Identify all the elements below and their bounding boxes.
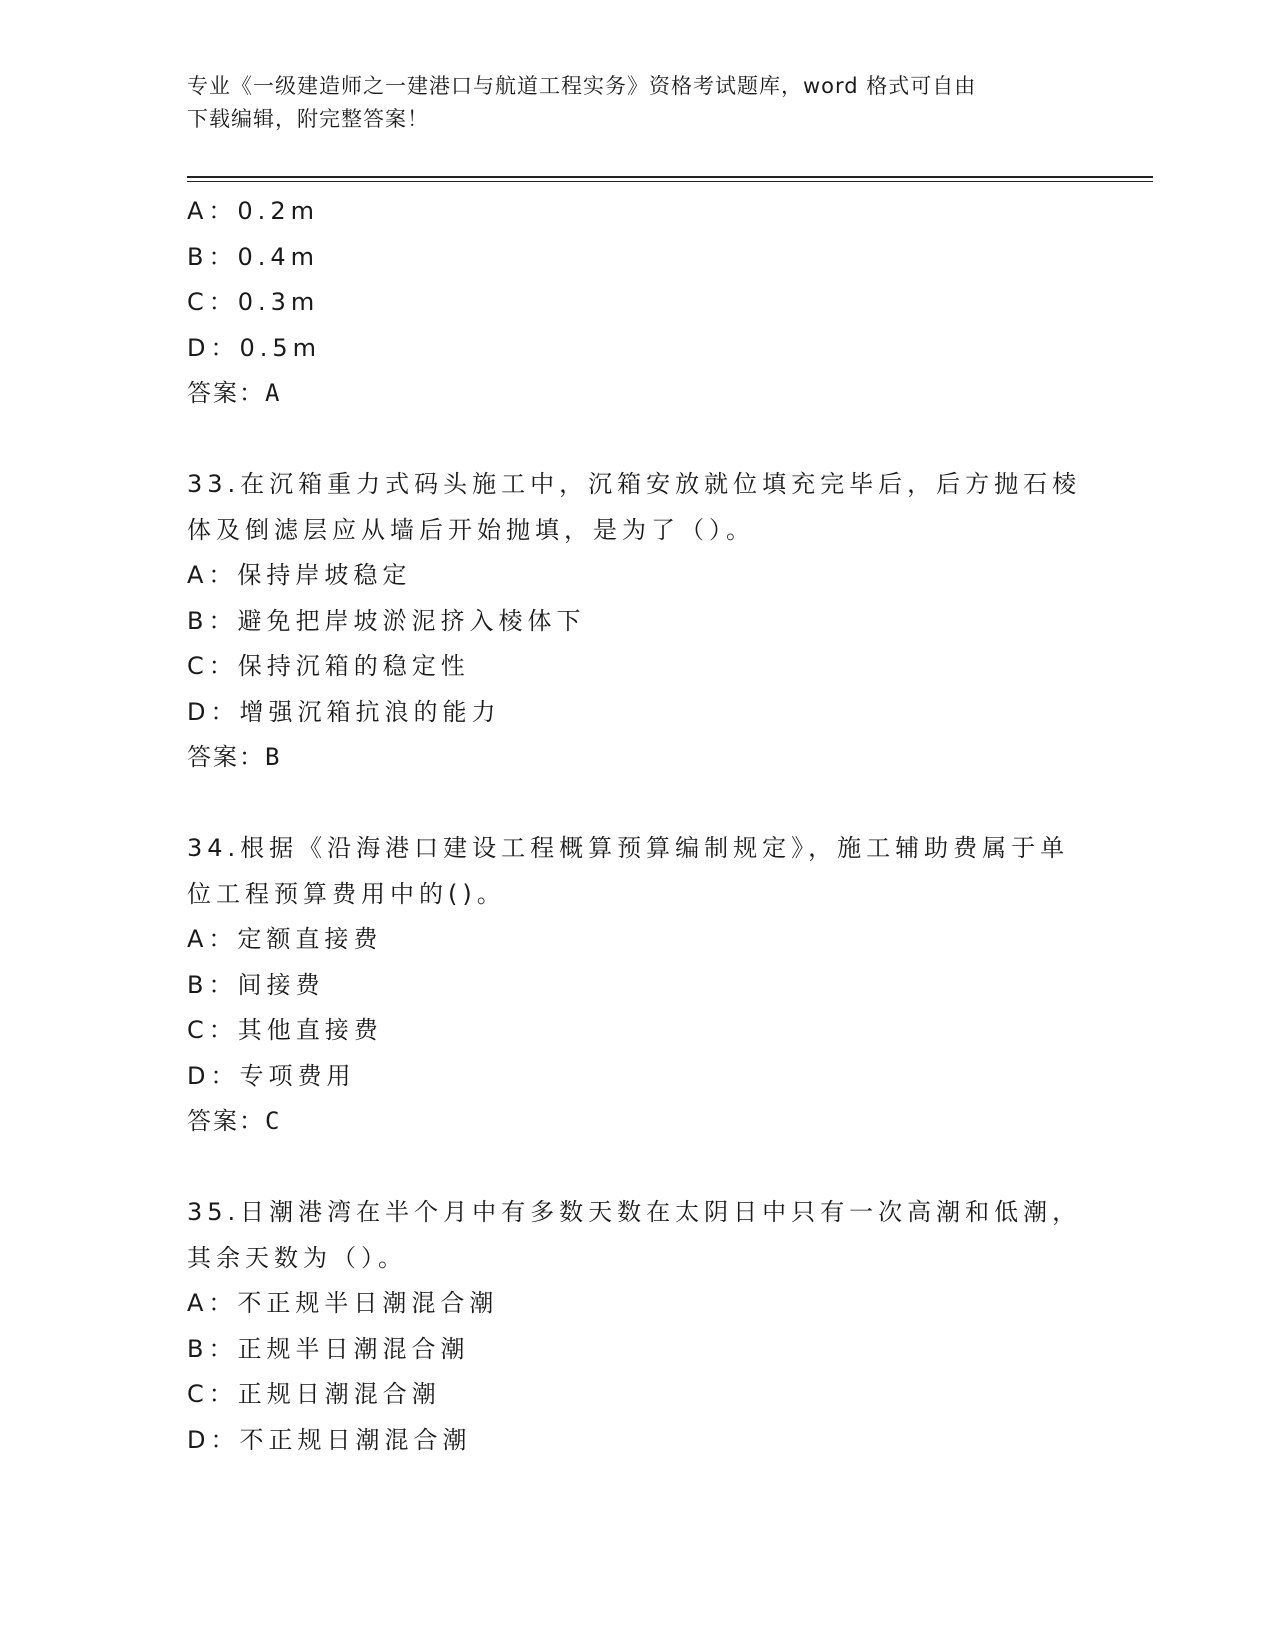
option-b: B：0.4m: [187, 242, 320, 271]
answer: 答案：A: [187, 379, 282, 407]
question-stem-line-1: 34.根据《沿海港口建设工程概算预算编制规定》，施工辅助费属于单: [187, 834, 1070, 862]
option-a: A：0.2m: [187, 197, 319, 225]
question-33: [187, 462, 1082, 781]
document-header: [187, 70, 1067, 136]
header-line-2: 下载编辑，附完整答案！: [187, 107, 429, 131]
spacer: [187, 781, 1067, 827]
header-line-1: 专业《一级建造师之一建港口与航道工程实务》资格考试题库，word 格式可自由: [187, 74, 977, 98]
question-stem-line-1: 33.在沉箱重力式码头施工中，沉箱安放就位填充完毕后，后方抛石棱: [187, 470, 1082, 498]
answer: 答案：C: [187, 1107, 282, 1135]
question-32: [187, 189, 1067, 417]
option-d: D：0.5m: [187, 333, 322, 362]
question-stem-line-2: 其余天数为（）。: [187, 1243, 407, 1272]
spacer: [187, 417, 1067, 463]
header-divider-thin: [187, 181, 1153, 182]
option-c: C：0.3m: [187, 288, 320, 316]
option-d: D：增强沉箱抗浪的能力: [187, 697, 501, 726]
option-c: C：正规日潮混合潮: [187, 1380, 441, 1408]
header-divider-thick: [187, 176, 1153, 178]
option-d: D：不正规日潮混合潮: [187, 1425, 472, 1454]
question-stem-line-2: 体及倒滤层应从墙后开始抛填，是为了（）。: [187, 515, 755, 544]
option-a: A：不正规半日潮混合潮: [187, 1289, 499, 1317]
option-a: A：定额直接费: [187, 925, 383, 953]
spacer: [187, 1145, 1067, 1191]
option-d: D：专项费用: [187, 1061, 356, 1090]
answer: 答案：B: [187, 743, 282, 771]
question-stem-line-1: 35.日潮港湾在半个月中有多数天数在太阴日中只有一次高潮和低潮，: [187, 1198, 1082, 1226]
question-list: [187, 189, 1082, 1463]
option-b: B：避免把岸坡淤泥挤入棱体下: [187, 606, 586, 635]
question-35: [187, 1190, 1082, 1463]
option-c: C：其他直接费: [187, 1016, 383, 1044]
question-34: [187, 826, 1070, 1145]
option-b: B：间接费: [187, 970, 325, 999]
question-stem-line-2: 位工程预算费用中的()。: [187, 879, 506, 908]
option-c: C：保持沉箱的稳定性: [187, 652, 470, 680]
option-b: B：正规半日潮混合潮: [187, 1334, 470, 1363]
option-a: A：保持岸坡稳定: [187, 561, 412, 589]
